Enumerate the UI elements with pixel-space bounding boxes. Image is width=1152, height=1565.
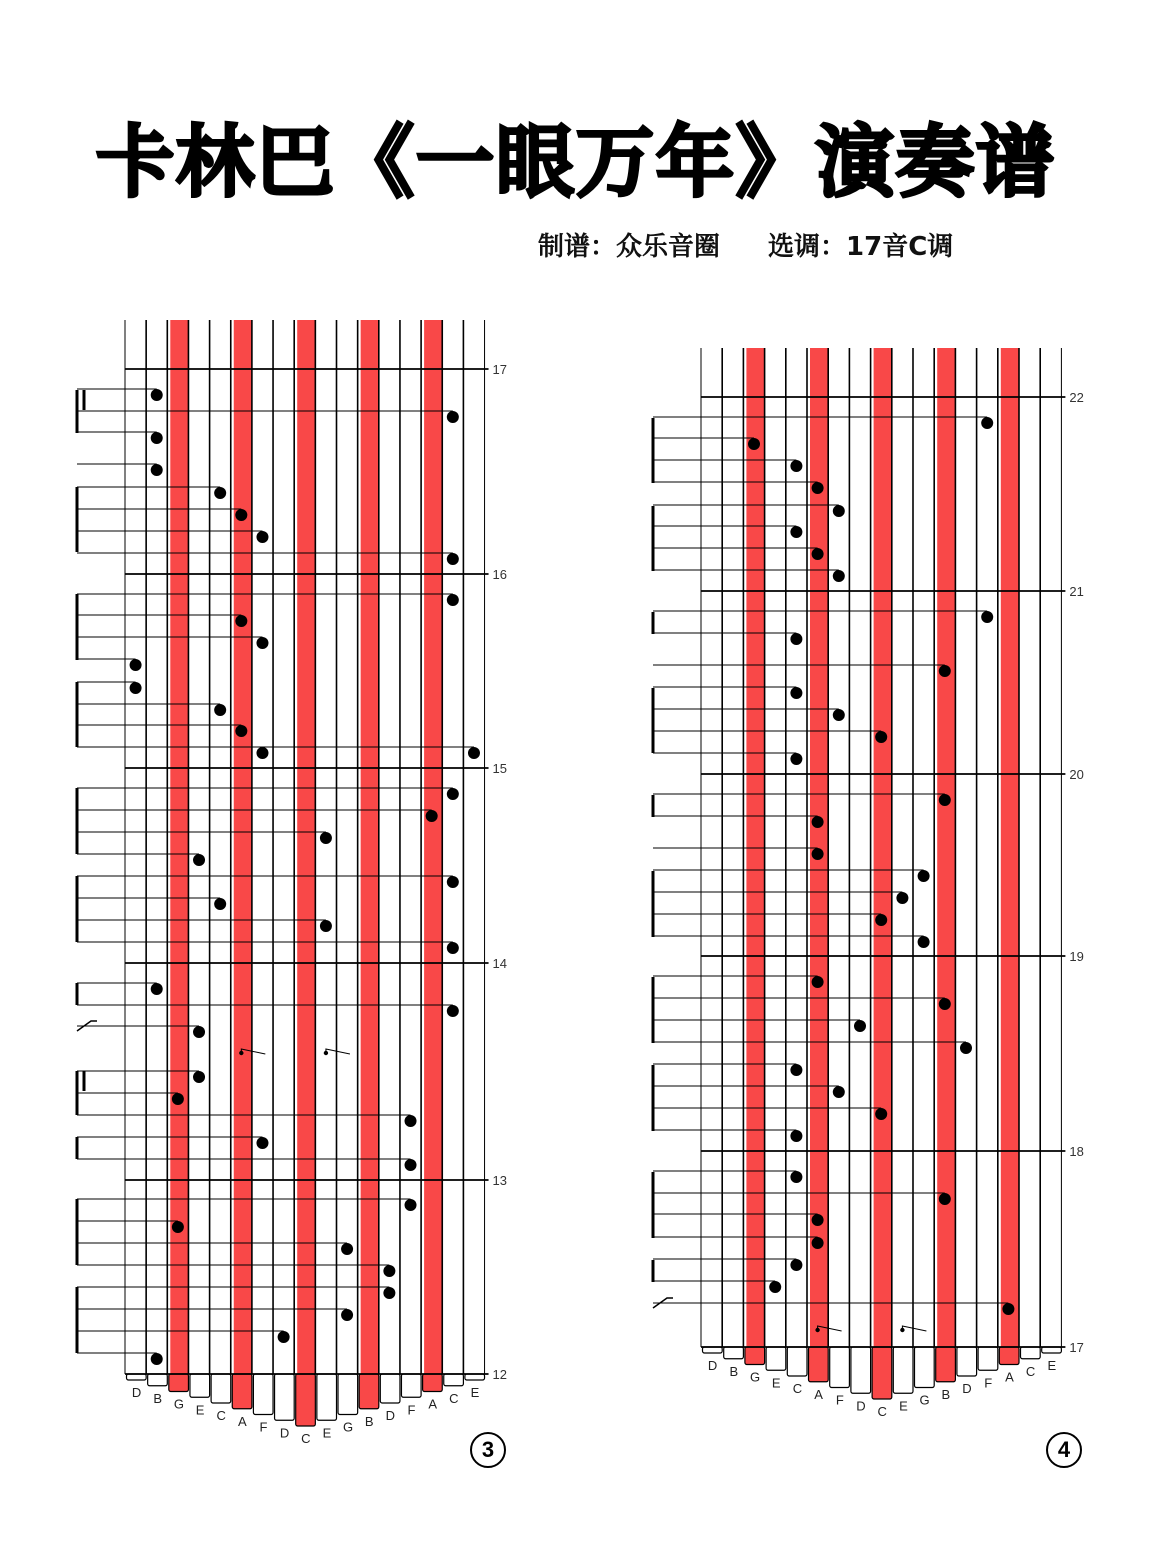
key-label-D: D — [279, 1425, 290, 1441]
key-label-C: C — [1025, 1363, 1036, 1379]
note-dot — [193, 854, 205, 866]
note-dot — [172, 1221, 184, 1233]
measure-number: 15 — [492, 761, 508, 776]
key-label-F: F — [259, 1419, 268, 1435]
key-tab — [232, 1374, 252, 1409]
note-dot — [405, 1159, 417, 1171]
note-dot — [426, 810, 438, 822]
chart-page-3 — [77, 320, 507, 1446]
note-dot — [256, 1137, 268, 1149]
note-dot — [193, 1026, 205, 1038]
key-label-B: B — [153, 1390, 163, 1406]
note-dot — [256, 747, 268, 759]
key-label-E: E — [470, 1385, 480, 1400]
note-dot — [960, 1042, 972, 1054]
key-label-E: E — [195, 1402, 205, 1418]
note-dot — [790, 1171, 802, 1183]
key-tab — [766, 1347, 786, 1370]
red-key-column — [361, 320, 379, 1409]
note-dot — [790, 460, 802, 472]
key-tab — [444, 1374, 464, 1386]
note-dot — [151, 983, 163, 995]
note-dot — [468, 747, 480, 759]
key-label-C: C — [301, 1431, 311, 1446]
key-label-B: B — [941, 1386, 951, 1402]
key-tab — [745, 1347, 765, 1365]
key-tab — [957, 1347, 977, 1376]
key-tab — [851, 1347, 871, 1393]
key-label: 选调：17音C调 — [768, 232, 954, 262]
note-dot — [447, 594, 459, 606]
red-key-column — [424, 320, 442, 1392]
key-label-C: C — [216, 1408, 226, 1423]
key-tab — [893, 1347, 913, 1393]
note-dot — [405, 1199, 417, 1211]
red-key-column — [746, 348, 764, 1365]
note-dot — [939, 1193, 951, 1205]
note-dot — [812, 482, 824, 494]
measure-number: 14 — [492, 956, 508, 971]
note-dot — [1002, 1303, 1014, 1315]
note-dot — [981, 417, 993, 429]
note-dot — [256, 531, 268, 543]
note-dot — [790, 1064, 802, 1076]
key-tab — [380, 1374, 400, 1403]
note-dot — [812, 976, 824, 988]
red-key-column — [874, 348, 892, 1399]
measure-number: 12 — [492, 1367, 508, 1382]
note-dot — [341, 1243, 353, 1255]
key-label-E: E — [899, 1398, 908, 1414]
key-tab — [275, 1374, 295, 1420]
note-dot — [790, 633, 802, 645]
key-label-A: A — [814, 1386, 823, 1402]
key-tab — [787, 1347, 807, 1376]
note-dot — [790, 1259, 802, 1271]
note-dot — [854, 1020, 866, 1032]
note-dot — [790, 687, 802, 699]
note-dot — [405, 1115, 417, 1127]
note-dot — [447, 788, 459, 800]
measure-number: 16 — [492, 567, 508, 582]
note-dot — [875, 1108, 887, 1120]
note-dot — [790, 753, 802, 765]
note-dot — [769, 1281, 781, 1293]
note-dot — [812, 848, 824, 860]
key-tab — [978, 1347, 998, 1370]
key-label-E: E — [322, 1425, 332, 1441]
key-tab — [401, 1374, 421, 1397]
note-dot — [447, 942, 459, 954]
note-dot — [833, 709, 845, 721]
key-label-C: C — [877, 1404, 887, 1419]
key-label-G: G — [343, 1419, 354, 1435]
key-label-D: D — [962, 1381, 972, 1396]
key-label-C: C — [792, 1381, 803, 1396]
note-dot — [193, 1071, 205, 1083]
key-label-D: D — [131, 1385, 142, 1400]
note-dot — [320, 920, 332, 932]
note-dot — [748, 438, 760, 450]
note-dot — [235, 509, 247, 521]
note-dot — [447, 876, 459, 888]
key-label-F: F — [835, 1392, 844, 1408]
note-dot — [939, 665, 951, 677]
note-dot — [875, 914, 887, 926]
grace-note-flag — [902, 1326, 926, 1331]
key-tab — [169, 1374, 189, 1392]
note-dot — [833, 1086, 845, 1098]
red-key-column — [297, 320, 315, 1426]
key-label-F: F — [407, 1402, 416, 1418]
key-tab — [724, 1347, 744, 1359]
measure-number: 13 — [492, 1173, 508, 1188]
note-dot — [790, 526, 802, 538]
note-dot — [256, 637, 268, 649]
key-label-D: D — [707, 1358, 718, 1373]
key-label-C: C — [449, 1390, 459, 1406]
key-label-F: F — [984, 1375, 993, 1391]
note-dot — [875, 731, 887, 743]
page-number-4: 4 — [1046, 1432, 1082, 1468]
note-dot — [939, 998, 951, 1010]
key-tab — [359, 1374, 379, 1409]
note-dot — [790, 1130, 802, 1142]
note-dot — [320, 832, 332, 844]
note-dot — [383, 1265, 395, 1277]
note-dot — [918, 870, 930, 882]
key-tab — [872, 1347, 892, 1399]
key-label-D: D — [856, 1398, 866, 1414]
note-dot — [447, 1005, 459, 1017]
measure-number: 22 — [1069, 390, 1084, 405]
red-key-column — [810, 348, 828, 1382]
arranger-label: 制谱：众乐音圈 — [538, 232, 721, 262]
key-label-G: G — [919, 1392, 930, 1408]
key-tab — [809, 1347, 829, 1382]
chart-page-4 — [653, 348, 1084, 1419]
note-dot — [235, 615, 247, 627]
red-key-column — [1001, 348, 1019, 1365]
key-label-E: E — [1047, 1358, 1057, 1373]
red-key-column — [937, 348, 955, 1382]
note-dot — [130, 682, 142, 694]
note-dot — [151, 389, 163, 401]
note-dot — [812, 1214, 824, 1226]
note-dot — [812, 548, 824, 560]
note-dot — [447, 553, 459, 565]
note-dot — [214, 487, 226, 499]
note-dot — [235, 725, 247, 737]
note-dot — [833, 570, 845, 582]
key-tab — [338, 1374, 358, 1415]
measure-number: 17 — [492, 362, 508, 377]
key-tab — [423, 1374, 443, 1392]
key-tab — [317, 1374, 337, 1420]
note-dot — [214, 898, 226, 910]
note-dot — [151, 432, 163, 444]
key-tab — [999, 1347, 1019, 1365]
red-key-column — [234, 320, 252, 1409]
key-label-G: G — [173, 1396, 184, 1412]
key-tab — [148, 1374, 168, 1386]
key-tab — [211, 1374, 231, 1403]
note-dot — [278, 1331, 290, 1343]
key-tab — [190, 1374, 210, 1397]
note-dot — [833, 505, 845, 517]
note-dot — [447, 411, 459, 423]
key-label-A: A — [428, 1396, 438, 1412]
measure-number: 21 — [1069, 584, 1084, 599]
note-dot — [812, 1237, 824, 1249]
key-label-D: D — [385, 1408, 396, 1423]
note-dot — [939, 794, 951, 806]
key-label-E: E — [771, 1375, 781, 1391]
note-dot — [151, 1353, 163, 1365]
key-tab — [915, 1347, 935, 1388]
page-title: 卡林巴《一眼万年》演奏谱 — [95, 118, 1056, 208]
key-label-A: A — [1005, 1369, 1014, 1385]
grace-note-flag — [326, 1049, 350, 1054]
note-dot — [130, 659, 142, 671]
key-label-B: B — [364, 1413, 374, 1429]
note-dot — [383, 1287, 395, 1299]
note-dot — [341, 1309, 353, 1321]
measure-number: 20 — [1069, 767, 1084, 782]
measure-number: 19 — [1069, 949, 1084, 964]
key-label-B: B — [729, 1363, 739, 1379]
note-dot — [918, 936, 930, 948]
key-tab — [1021, 1347, 1041, 1359]
note-dot — [214, 704, 226, 716]
note-dot — [172, 1093, 184, 1105]
page-number-3: 3 — [470, 1432, 506, 1468]
note-dot — [151, 464, 163, 476]
key-label-A: A — [237, 1413, 247, 1429]
key-tab — [830, 1347, 850, 1388]
measure-number: 17 — [1069, 1340, 1084, 1355]
key-tab — [936, 1347, 956, 1382]
note-dot — [812, 816, 824, 828]
note-dot — [896, 892, 908, 904]
key-label-G: G — [749, 1369, 761, 1385]
note-dot — [981, 611, 993, 623]
key-tab — [296, 1374, 316, 1426]
key-tab — [253, 1374, 273, 1415]
measure-number: 18 — [1069, 1144, 1084, 1159]
